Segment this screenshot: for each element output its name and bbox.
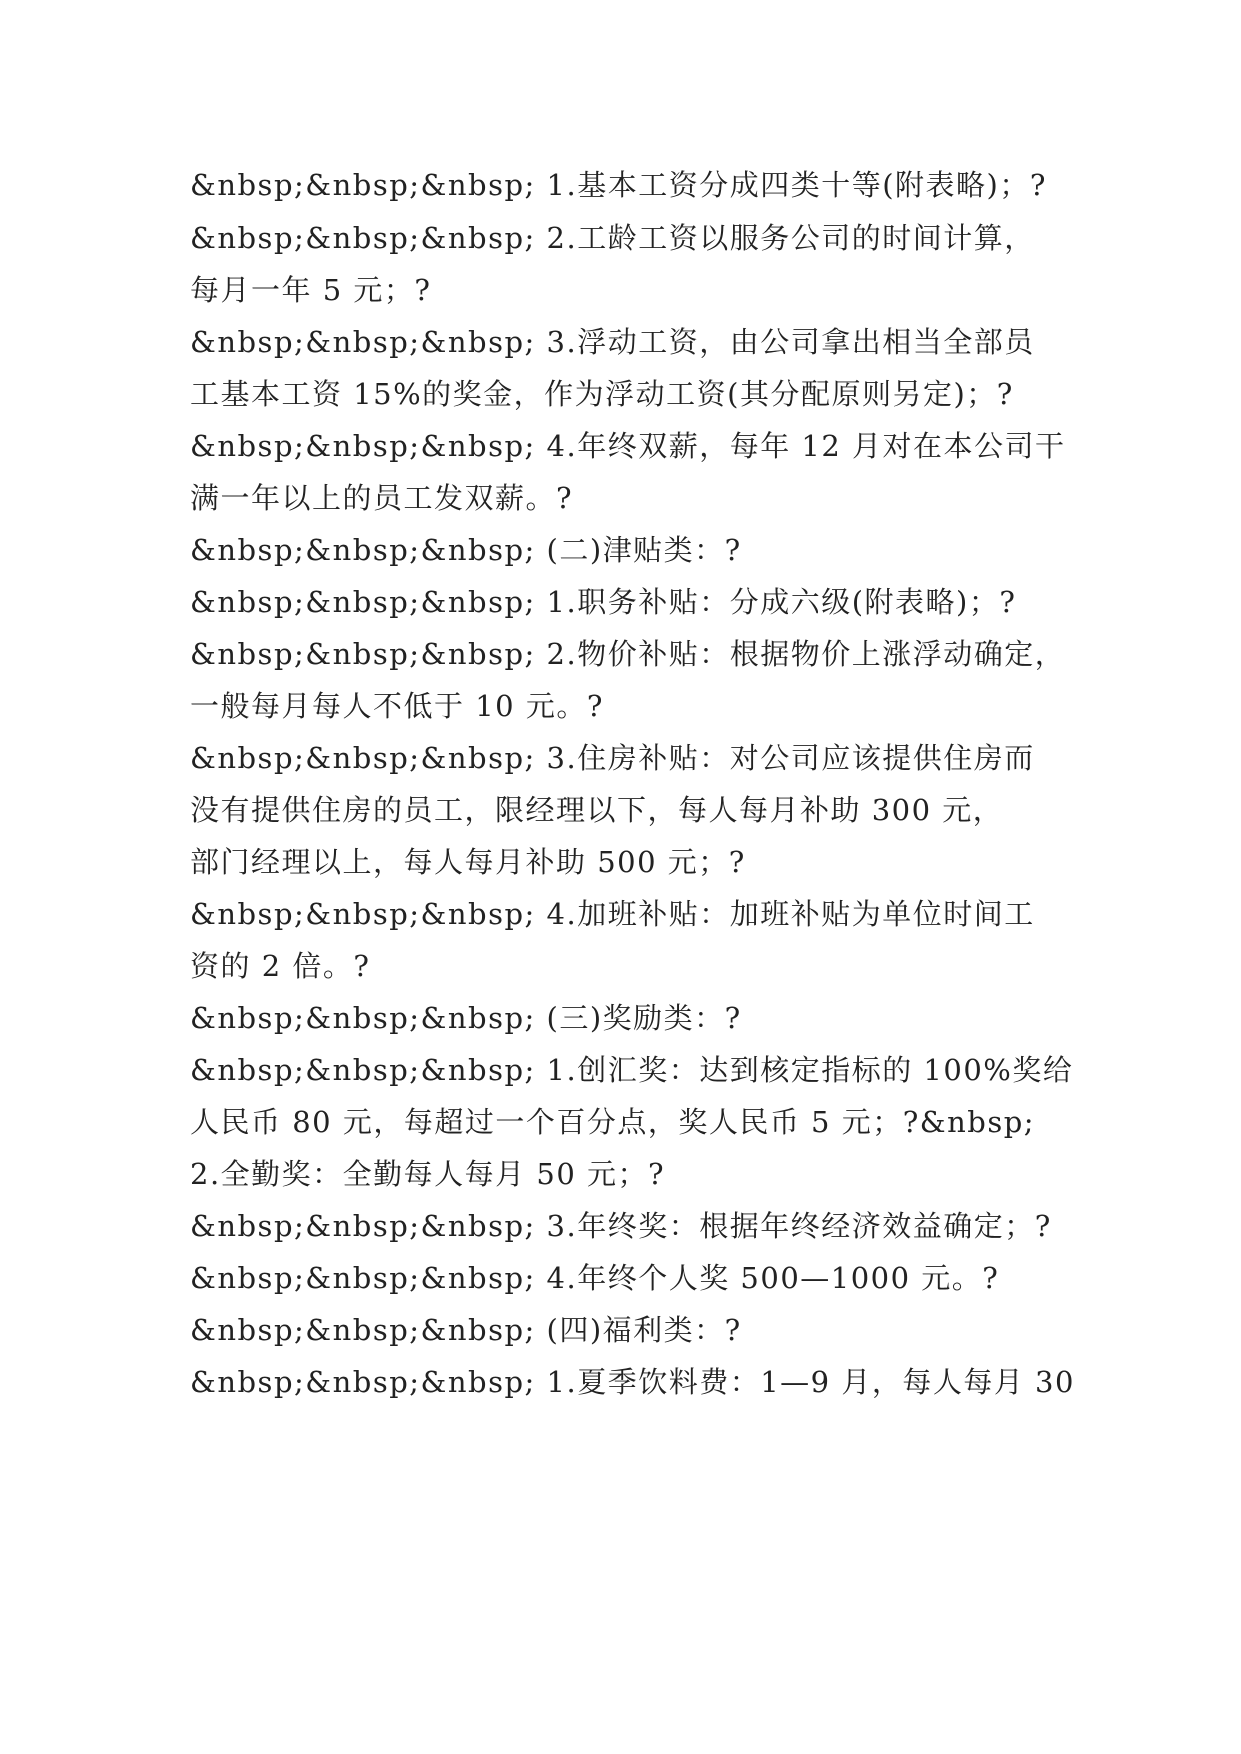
text-line: &nbsp;&nbsp;&nbsp; 1.基本工资分成四类十等(附表略)；? <box>190 168 1047 202</box>
section-heading: &nbsp;&nbsp;&nbsp; (四)福利类：? <box>190 1313 742 1347</box>
text-line: 工基本工资 15%的奖金，作为浮动工资(其分配原则另定)；? <box>190 377 1014 411</box>
text-line: 每月一年 5 元；? <box>190 273 432 307</box>
text-line: 2.全勤奖：全勤每人每月 50 元；? <box>190 1157 666 1191</box>
text-line: &nbsp;&nbsp;&nbsp; 1.创汇奖：达到核定指标的 100%奖给 <box>190 1053 1074 1087</box>
text-line: &nbsp;&nbsp;&nbsp; 1.职务补贴：分成六级(附表略)；? <box>190 585 1017 619</box>
text-line: &nbsp;&nbsp;&nbsp; 2.工龄工资以服务公司的时间计算， <box>190 221 1035 255</box>
text-line: 部门经理以上，每人每月补助 500 元；? <box>190 845 746 879</box>
section-heading: &nbsp;&nbsp;&nbsp; (二)津贴类：? <box>190 533 742 567</box>
text-line: 满一年以上的员工发双薪。? <box>190 481 574 515</box>
text-line: &nbsp;&nbsp;&nbsp; 4.加班补贴：加班补贴为单位时间工 <box>190 897 1035 931</box>
text-line: &nbsp;&nbsp;&nbsp; 3.住房补贴：对公司应该提供住房而 <box>190 741 1035 775</box>
text-line: 没有提供住房的员工，限经理以下，每人每月补助 300 元， <box>190 793 1004 827</box>
text-line: &nbsp;&nbsp;&nbsp; 1.夏季饮料费：1—9 月，每人每月 30 <box>190 1365 1075 1399</box>
text-line: 资的 2 倍。? <box>190 949 371 983</box>
text-line: &nbsp;&nbsp;&nbsp; 3.浮动工资，由公司拿出相当全部员 <box>190 325 1035 359</box>
text-line: &nbsp;&nbsp;&nbsp; 4.年终双薪，每年 12 月对在本公司干 <box>190 429 1066 463</box>
text-line: 人民币 80 元，每超过一个百分点，奖人民币 5 元；?&nbsp; <box>190 1105 1036 1139</box>
section-heading: &nbsp;&nbsp;&nbsp; (三)奖励类：? <box>190 1001 742 1035</box>
text-line: 一般每月每人不低于 10 元。? <box>190 689 604 723</box>
text-line: &nbsp;&nbsp;&nbsp; 2.物价补贴：根据物价上涨浮动确定， <box>190 637 1066 671</box>
text-line: &nbsp;&nbsp;&nbsp; 4.年终个人奖 500—1000 元。? <box>190 1261 1000 1295</box>
text-line: &nbsp;&nbsp;&nbsp; 3.年终奖：根据年终经济效益确定；? <box>190 1209 1052 1243</box>
